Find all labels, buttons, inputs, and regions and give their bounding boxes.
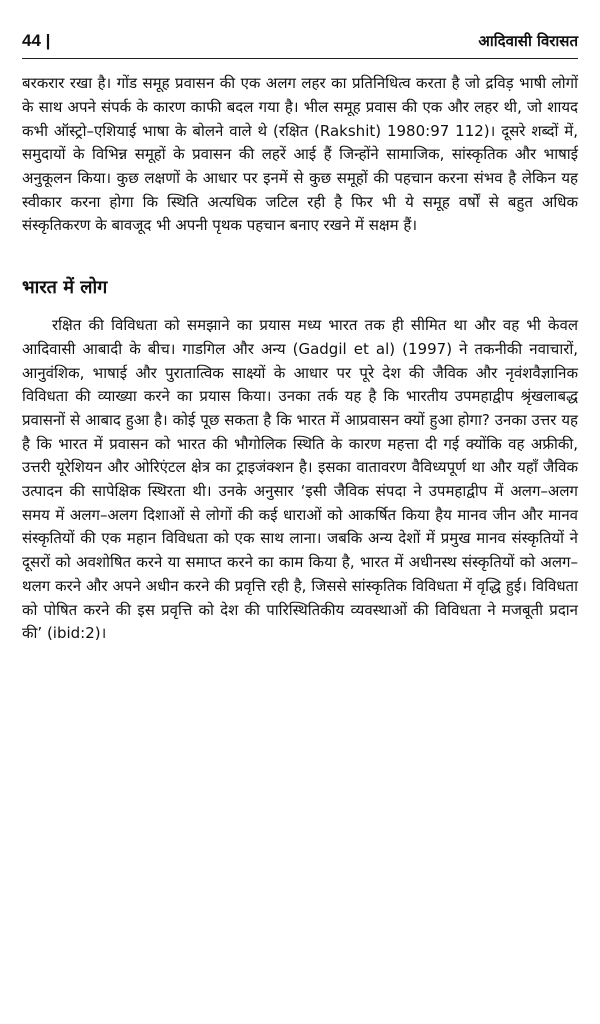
section-paragraph: रक्षित की विविधता को समझाने का प्रयास मध्य भारत तक ही सीमित था और वह भी केवल आदिवासी आबादी के बीच। गाडगिल और अन्य (Gadgil et al) (1997) ने तकनीकी नवाचारों, आनुवंशिक, भाषाई और पुरातात्विक साक्ष्यों के आधार पर पूरे देश की जैविक और नृवंशवैज्ञानिक विविधता की व्याख्या करने का प्रयास किया। उनका तर्क यह है कि भारतीय उपमहाद्वीप श्रृंखलाबद्ध प्रवासनों से आबाद हुआ है। कोई पूछ सकता है कि भारत में आप्रवासन क्यों हुआ होगा? उनका उत्तर यह है कि भारत में प्रवासन को भारत की भौगोलिक स्थिति के कारण महत्ता दी गई क्योंकि वह अफ्रीकी, उत्तरी यूरेशियन और ओरिएंटल क्षेत्र का ट्राइजंक्शन है। इसका वातावरण वैविध्यपूर्ण था और यहाँ जैविक उत्पादन की सापेक्षिक स्थिरता थी। उनके अनुसार ‘इसी जैविक संपदा ने उपमहाद्वीप में अलग–अलग समय में अलग–अलग दिशाओं से लोगों की कई धाराओं को आकर्षित किया हैय मानव जीन और मानव संस्कृतियों की एक महान विविधता को एक साथ लाना। जबकि अन्य देशों में प्रमुख मानव संस्कृतियों ने दूसरों को अवशोषित करने या समाप्त करने का काम किया है, भारत में अधीनस्थ संस्कृतियों को अलग–थलग करने और अपने अधीन करने की प्रवृत्ति रही है, जिससे सांस्कृतिक विविधता में वृद्धि हुई। विविधता को पोषित करने की इस प्रवृत्ति को देश की पारिस्थितिकीय व्यवस्थाओं की विविधता ने मजबूती प्रदान की’ (ibid:2)। bbox=[22, 316, 578, 643]
page-header bbox=[22, 30, 578, 52]
page-number: 44 | bbox=[22, 31, 51, 50]
running-title: आदिवासी विरासत bbox=[478, 32, 578, 50]
section-heading: भारत में लोग bbox=[22, 277, 108, 299]
continued-paragraph: बरकरार रखा है। गोंड समूह प्रवासन की एक अलग लहर का प्रतिनिधित्व करता है जो द्रविड़ भाषी लोगों के साथ अपने संपर्क के कारण काफी बदल गया है। भील समूह प्रवास की एक और लहर थी, जो शायद कभी ऑस्ट्रो–एशियाई भाषा के बोलने वाले थे (रक्षित (Rakshit) 1980:97 112)। दूसरे शब्दों में, समुदायों के विभिन्न समूहों के प्रवासन की लहरें आई हैं जिन्होंने सामाजिक, सांस्कृतिक और भाषाई अनुकूलन किया। कुछ लक्षणों के आधार पर इनमें से कुछ समूहों की पहचान करना संभव है लेकिन यह स्वीकार करना होगा कि स्थिति अत्यधिक जटिल रही है फिर भी ये समूह वर्षों से बहुत अधिक संस्कृतिकरण के बावजूद भी अपनी पृथक पहचान बनाए रखने में सक्षम हैं। bbox=[22, 74, 578, 235]
header-divider bbox=[22, 58, 578, 59]
book-page bbox=[22, 30, 578, 646]
